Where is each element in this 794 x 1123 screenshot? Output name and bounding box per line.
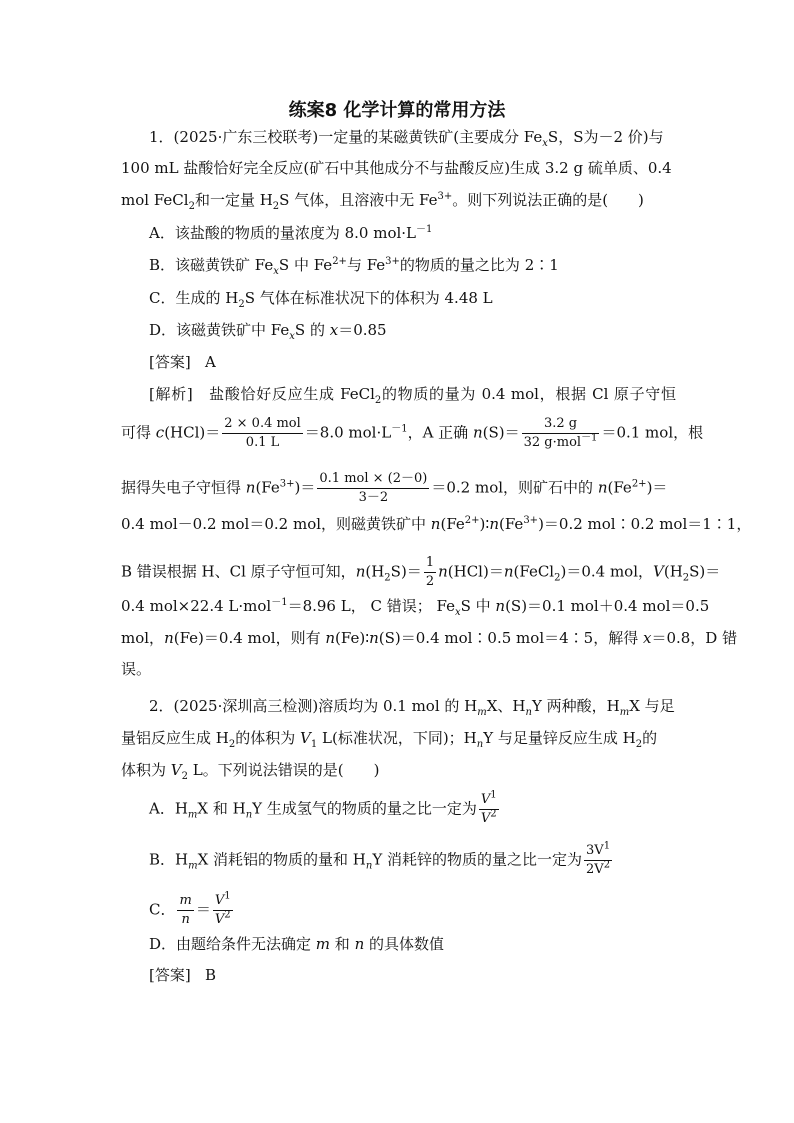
q1-analysis-line-5: B 错误根据 H、Cl 原子守恒可知，$n(H_2S)=$ $\frac{1}{2}$ n(HCl)＝n(FeCl$_2$)＝0.4 mol，$V(H_2S)=$ bbox=[121, 555, 721, 589]
q1-analysis-line-6: 0.4 mol×22.4 L·mol$^{-1}$＝8.96 L， C 错误； $Fe_xS$ 中 n(S)＝0.1 mol＋0.4 mol＝0.5 bbox=[121, 597, 710, 618]
q1-option-a: A．该盐酸的物质的量浓度为 8.0 $mol\cdot L^{-1}$ bbox=[149, 224, 433, 242]
q1-stem-line-2: 100 mL 盐酸恰好完全反应(矿石中其他成分不与盐酸反应)生成 3.2 g 硫单质、0.4 bbox=[121, 159, 672, 177]
q1-analysis-line-3: 据得失电子守恒得 $n(Fe^{3+})=$ $\frac{\text{0.1 mol × (2－0)}}{3-2}$ ＝0.2 mol，则矿石中的 $n(Fe^{2+})=$ bbox=[121, 471, 668, 505]
q2-option-d: D．由题给条件无法确定 m 和 n 的具体数值 bbox=[149, 935, 445, 953]
q1-option-b: B．该磁黄铁矿 $Fe_xS$ 中 $Fe^{2+}$与 $Fe^{3+}$的物质的量之比为 2∶1 bbox=[149, 256, 559, 277]
fraction-sulfur: $\frac{3.2 g}{32 g\cdot mol^{-1}}$ bbox=[523, 416, 598, 450]
q2-stem-line-2: 量铝反应生成 $H_2$的体积为 $V_1$ L(标准状况，下同)；$H_nY$ 与足量锌反应生成 $H_2$的 bbox=[121, 729, 658, 750]
q2-option-c: C． $\frac{m}{n}$ ＝ $\frac{V^1}{V^2}$ bbox=[149, 890, 231, 927]
q2-option-b: B．$H_mX$ 消耗铝的物质的量和 $H_nY$ 消耗锌的物质的量之比一定为 $\frac{3V^1}{2V^2}$ bbox=[149, 840, 611, 877]
fraction-hcl: $\frac{\text{2 × 0.4 mol}}{0.1 L}$ bbox=[224, 416, 301, 450]
fraction-m-n: $\frac{m}{n}$ bbox=[179, 893, 192, 927]
q1-analysis-line-2: 可得 c(HCl)＝ $\frac{\text{2 × 0.4 mol}}{0.1 L}$ ＝8.0 $mol\cdot L^{-1}$，A 正确 n(S)＝ $\frac{3.2 g}{32 g\cdot mol^{-1}}$ ＝0.1 mol，根 bbox=[121, 416, 704, 450]
q1-option-c: C．生成的 $H_2S$ 气体在标准状况下的体积为 4.48 L bbox=[149, 289, 493, 310]
q2-answer: [答案] B bbox=[149, 966, 217, 984]
fraction-v1-v2-c: $\frac{V^1}{V^2}$ bbox=[214, 890, 231, 927]
fraction-v1-v2: $\frac{V^1}{V^2}$ bbox=[480, 789, 497, 826]
q1-stem-line-1: 1．(2025·广东三校联考)一定量的某磁黄铁矿(主要成分 $Fe_xS$，S为－2 价)与 bbox=[149, 128, 664, 149]
fraction-half: $\frac{1}{2}$ bbox=[425, 555, 435, 589]
q1-analysis-line-4: 0.4 mol－0.2 mol＝0.2 mol，则磁黄铁矿中 $n(Fe^{2+})∶n(Fe^{3+})=0.2$ mol∶0.2 mol＝1∶1， bbox=[121, 515, 752, 533]
q2-stem-line-1: 2．(2025·深圳高三检测)溶质均为 0.1 mol 的 $H_mX$、$H_nY$ 两种酸，$H_mX$ 与足 bbox=[149, 697, 675, 718]
q2-option-a: A．$H_mX$ 和 $H_nY$ 生成氢气的物质的量之比一定为 $\frac{V^1}{V^2}$ bbox=[149, 789, 497, 826]
fraction-electron: $\frac{\text{0.1 mol × (2－0)}}{3-2}$ bbox=[319, 471, 428, 505]
q2-stem-line-3: 体积为 $V_2$ L。下列说法错误的是( ) bbox=[121, 761, 380, 782]
q1-answer: [答案] A bbox=[149, 353, 216, 371]
page-title: 练案8 化学计算的常用方法 bbox=[288, 100, 506, 121]
q1-analysis-line-7: mol，n(Fe)＝0.4 mol，则有 n(Fe)∶n(S)＝0.4 mol∶0.5 mol＝4∶5，解得 x＝0.8，D 错 bbox=[121, 629, 738, 647]
q1-analysis-line-1: [解析] 盐酸恰好反应生成 FeCl$_2$的物质的量为 0.4 mol，根据 Cl 原子守恒 bbox=[149, 385, 676, 406]
q1-stem-line-3: mol FeCl$_2$和一定量 $H_2S$ 气体，且溶液中无 $Fe^{3+}$。则下列说法正确的是( ) bbox=[121, 191, 644, 212]
q1-option-d: D．该磁黄铁矿中 $Fe_xS$ 的 x＝0.85 bbox=[149, 321, 387, 342]
q1-analysis-line-8: 误。 bbox=[121, 660, 152, 678]
fraction-3v1-2v2: $\frac{3V^1}{2V^2}$ bbox=[586, 840, 611, 877]
